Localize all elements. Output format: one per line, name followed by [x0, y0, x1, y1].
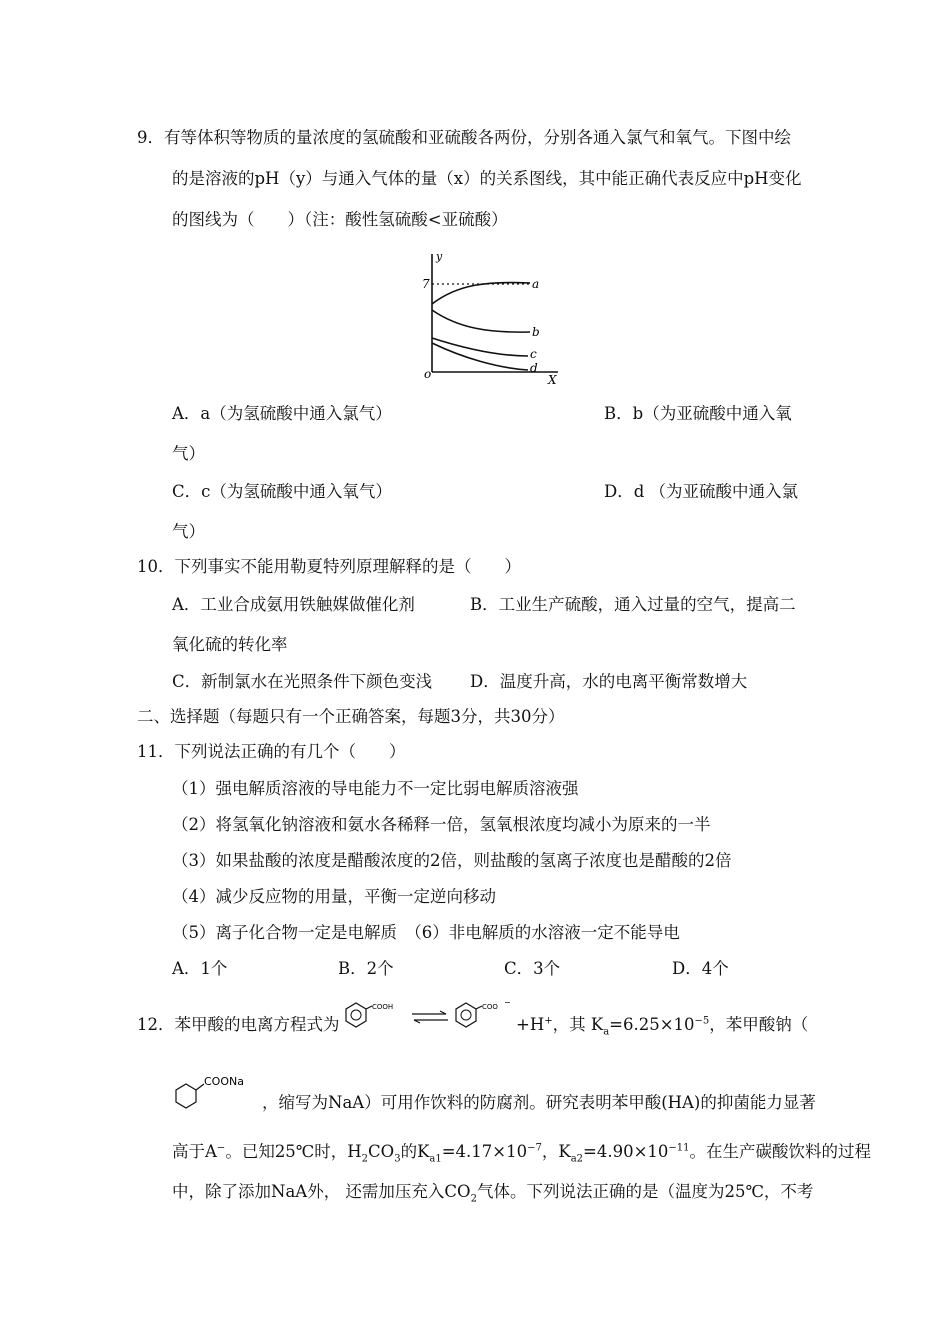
q10-option-b: B．工业生产硫酸，通入过量的空气，提高二	[470, 595, 796, 614]
q10-option-d: D．温度升高，水的电离平衡常数增大	[470, 672, 748, 691]
q9-option-d-wrap: 气）	[172, 522, 205, 541]
q12-stem-rest	[516, 1014, 808, 1036]
section-heading: 二、选择题（每题只有一个正确答案，每题3分，共30分）	[137, 707, 565, 726]
subscript: a1	[429, 1153, 442, 1165]
cooh-label: COOH	[372, 1003, 394, 1011]
q9-option-a: A．a（为氢硫酸中通入氯气）	[172, 404, 392, 423]
equilibrium-arrow	[410, 1010, 450, 1024]
q12-line3	[172, 1141, 871, 1163]
ka-text: ，其 K	[552, 1015, 604, 1034]
label-c: c	[530, 347, 537, 361]
text-segment: 。在生产碳酸饮料的过程	[689, 1142, 872, 1161]
hplus-text: +H	[516, 1015, 545, 1034]
subscript: 2	[470, 1193, 477, 1205]
ka-value: =6.25×10	[609, 1015, 695, 1034]
superscript: −7	[527, 1142, 542, 1154]
q11-option-c: C．3个	[504, 959, 561, 978]
q12-line2: ，缩写为NaA）可用作饮料的防腐剂。研究表明苯甲酸(HA)的抑菌能力显著	[262, 1093, 816, 1112]
q9-stem-line2: 的是溶液的pH（y）与通入气体的量（x）的关系图线，其中能正确代表反应中pH变化	[172, 169, 802, 188]
sodium-benzoate-intro: ，苯甲酸钠（	[709, 1015, 809, 1034]
sodium-benzoate-structure	[172, 1072, 262, 1112]
seven-label: 7	[422, 277, 430, 291]
q9-option-b: B．b（为亚硫酸中通入氧	[604, 404, 792, 423]
q9-option-c: C．c（为氢硫酸中通入氧气）	[172, 482, 392, 501]
q11-option-d: D．4个	[672, 959, 729, 978]
ka-subscript: a	[603, 1026, 610, 1038]
benzoic-acid-structure	[340, 995, 402, 1035]
q12-stem-prefix: 12．苯甲酸的电离方程式为	[137, 1015, 340, 1034]
q11-stem: 11．下列说法正确的有几个（ ）	[137, 742, 406, 761]
subscript: 3	[394, 1153, 401, 1165]
text-segment: 高于A	[172, 1142, 217, 1161]
q12-line4	[172, 1181, 813, 1203]
curve-a	[432, 282, 530, 304]
text-segment: 。已知25℃时，H	[225, 1142, 362, 1161]
text-segment: 中，除了添加NaA外， 还需加压充入CO	[172, 1182, 471, 1201]
q9-option-b-wrap: 气）	[172, 444, 205, 463]
q11-statement-5-6: （5）离子化合物一定是电解质 （6）非电解质的水溶液一定不能导电	[172, 923, 680, 942]
q10-option-c: C．新制氯水在光照条件下颜色变浅	[172, 672, 433, 691]
q11-option-a: A．1个	[172, 959, 228, 978]
text-segment: ，K	[541, 1142, 571, 1161]
q11-statement-4: （4）减少反应物的用量，平衡一定逆向移动	[172, 887, 496, 906]
hplus-superscript: +	[544, 1015, 553, 1027]
label-a: a	[532, 277, 540, 291]
subscript: a2	[570, 1153, 584, 1165]
text-segment: =4.90×10	[583, 1142, 669, 1161]
text-segment: 气体。下列说法正确的是（温度为25℃，不考	[476, 1182, 814, 1201]
q9-stem-line3: 的图线为（ ）（注：酸性氢硫酸<亚硫酸）	[172, 210, 508, 229]
text-segment: 的K	[400, 1142, 430, 1161]
coo-charge: −	[504, 998, 511, 1007]
q11-statement-3: （3）如果盐酸的浓度是醋酸浓度的2倍，则盐酸的氢离子浓度也是醋酸的2倍	[172, 851, 732, 870]
ph-curve-graph	[418, 248, 570, 388]
curve-c	[432, 338, 528, 356]
label-d: d	[530, 361, 538, 375]
ka-exponent: −5	[694, 1015, 710, 1027]
coo-label: COO	[482, 1003, 498, 1011]
benzoate-structure	[450, 995, 516, 1035]
y-axis-label: y	[436, 250, 443, 263]
q10-stem: 10．下列事实不能用勒夏特列原理解释的是（ ）	[137, 557, 521, 576]
origin-label: o	[424, 367, 432, 381]
superscript: −11	[668, 1142, 690, 1154]
x-axis-label: X	[548, 373, 557, 387]
q10-option-b-wrap: 氧化硫的转化率	[172, 635, 288, 654]
subscript: 2	[361, 1153, 369, 1165]
q10-option-a: A．工业合成氨用铁触媒做催化剂	[172, 595, 415, 614]
text-segment: CO	[368, 1142, 395, 1161]
text-segment: =4.17×10	[441, 1142, 528, 1161]
superscript: −	[216, 1142, 226, 1154]
q11-statement-1: （1）强电解质溶液的导电能力不一定比弱电解质溶液强	[172, 779, 579, 798]
q11-statement-2: （2）将氢氧化钠溶液和氨水各稀释一倍，氢氧根浓度均减小为原来的一半	[172, 815, 711, 834]
label-b: b	[532, 325, 540, 339]
coona-label: COONa	[204, 1075, 244, 1088]
q11-option-b: B．2个	[338, 959, 394, 978]
curve-d	[432, 343, 528, 370]
curve-b	[432, 310, 530, 332]
q9-option-d: D．d （为亚硫酸中通入氯	[604, 482, 799, 501]
q9-stem-line1: 9．有等体积等物质的量浓度的氢硫酸和亚硫酸各两份，分别各通入氯气和氧气。下图中绘	[137, 128, 791, 147]
